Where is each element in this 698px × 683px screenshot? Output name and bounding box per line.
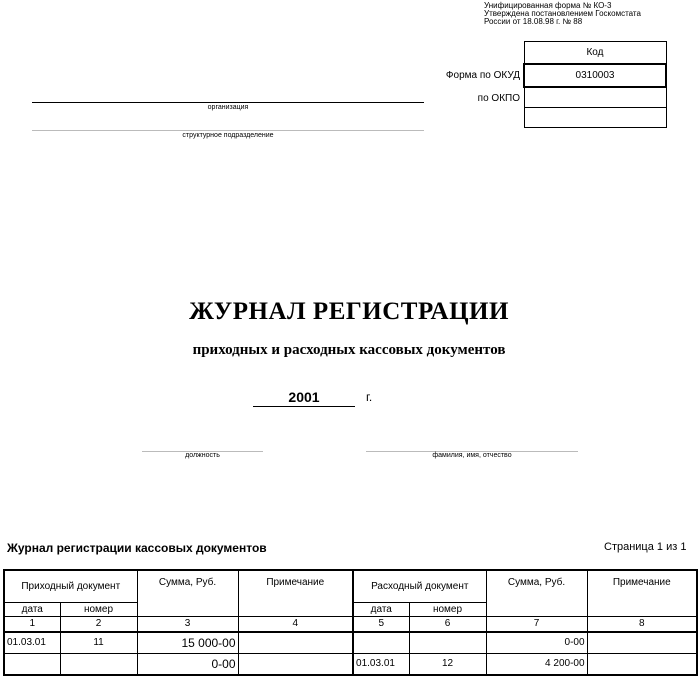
outgoing-date-header: дата [353,602,409,616]
incoming-note-header: Примечание [238,570,353,616]
incoming-date-cell: 01.03.01 [4,632,60,654]
outgoing-number-cell: 12 [409,653,486,675]
incoming-date-cell [4,653,60,675]
incoming-sum-cell: 15 000-00 [137,632,238,654]
table-row [4,653,697,675]
outgoing-doc-header: Расходный документ [353,570,486,602]
subdivision-caption: структурное подразделение [182,132,274,139]
organization-caption: организация [207,104,249,111]
incoming-number-header: номер [60,602,137,616]
outgoing-note-header: Примечание [587,570,697,616]
russia-decree-line: России от 18.08.98 г. № 88 [484,17,583,26]
incoming-doc-header: Приходный документ [4,570,137,602]
extra-code-value [524,108,666,128]
incoming-sum-header: Сумма, Руб. [137,570,238,616]
outgoing-number-cell [409,632,486,654]
page-subtitle: приходных и расходных кассовых документов [192,342,506,358]
column-number: 1 [4,616,60,632]
outgoing-note-cell [587,632,697,654]
unified-form-line: Унифицированная форма № КО-3 [484,1,612,10]
outgoing-date-cell [353,632,409,654]
page-counter: Страница 1 из 1 [604,541,687,553]
outgoing-number-header: номер [409,602,486,616]
incoming-number-cell [60,653,137,675]
column-number: 6 [409,616,486,632]
approved-line: Утверждена постановлением Госкомстата [484,9,641,18]
column-number: 7 [486,616,587,632]
incoming-note-cell [238,653,353,675]
page-title: ЖУРНАЛ РЕГИСТРАЦИИ [189,298,509,325]
position-caption: должность [185,452,220,459]
incoming-sum-cell: 0-00 [137,653,238,675]
organization-line [32,102,424,103]
journal-table [3,569,698,676]
okpo-value [524,87,666,108]
name-caption: фамилия, имя, отчество [432,452,512,459]
journal-section-title: Журнал регистрации кассовых документов [7,541,267,555]
column-number: 2 [60,616,137,632]
unified-form-note [484,2,641,26]
subdivision-line [32,130,424,131]
column-number: 4 [238,616,353,632]
year-suffix: г. [366,390,373,404]
outgoing-sum-cell: 4 200-00 [486,653,587,675]
incoming-number-cell: 11 [60,632,137,654]
incoming-date-header: дата [4,602,60,616]
codes-table [523,41,667,128]
okud-value: 0310003 [524,64,666,87]
outgoing-sum-cell: 0-00 [486,632,587,654]
outgoing-date-cell: 01.03.01 [353,653,409,675]
column-number: 3 [137,616,238,632]
year-value: 2001 [253,388,355,407]
incoming-note-cell [238,632,353,654]
table-row [4,632,697,654]
column-number: 8 [587,616,697,632]
outgoing-sum-header: Сумма, Руб. [486,570,587,616]
code-header: Код [524,42,666,65]
okpo-label: по ОКПО [477,93,520,104]
column-number: 5 [353,616,409,632]
outgoing-note-cell [587,653,697,675]
okud-label: Форма по ОКУД [445,70,520,81]
